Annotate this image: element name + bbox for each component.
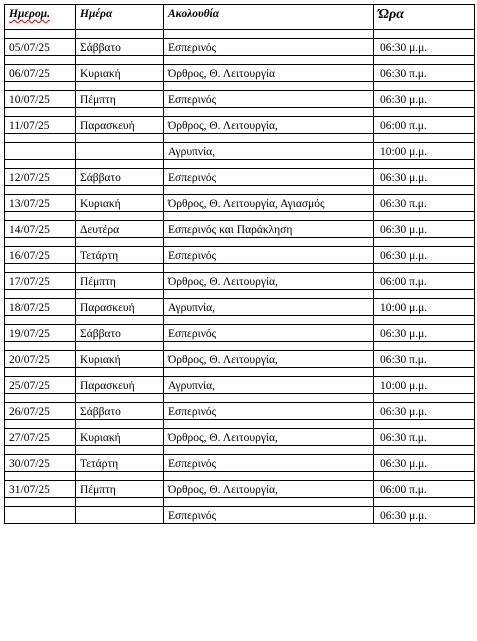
service-cell: Εσπερινός — [164, 507, 374, 524]
time-cell: 06:30 π.μ. — [374, 195, 475, 212]
spacer-cell — [5, 82, 76, 91]
date-cell: 31/07/25 — [5, 481, 76, 498]
spacer-cell — [374, 212, 475, 221]
schedule-table — [4, 4, 475, 524]
service-cell: Όρθρος, Θ. Λειτουργία, — [164, 273, 374, 290]
date-cell: 18/07/25 — [5, 299, 76, 316]
date-cell: 13/07/25 — [5, 195, 76, 212]
spacer-cell — [164, 316, 374, 325]
day-header: Ημέρα — [76, 5, 164, 30]
spacer-cell — [374, 134, 475, 143]
time-cell: 06:30 μ.μ. — [374, 507, 475, 524]
table-row — [5, 143, 475, 160]
spacer-cell — [164, 160, 374, 169]
spacer-row — [5, 30, 475, 39]
table-row — [5, 39, 475, 56]
service-cell: Αγρυπνία, — [164, 377, 374, 394]
time-cell: 06:30 μ.μ. — [374, 403, 475, 420]
spacer-cell — [5, 290, 76, 299]
spacer-cell — [76, 420, 164, 429]
day-cell: Δευτέρα — [76, 221, 164, 238]
table-row — [5, 273, 475, 290]
spacer-cell — [164, 342, 374, 351]
spacer-cell — [5, 56, 76, 65]
date-header-label: Ημερομ. — [9, 8, 51, 20]
spacer-cell — [76, 212, 164, 221]
spacer-cell — [76, 264, 164, 273]
spacer-cell — [5, 342, 76, 351]
spacer-cell — [164, 134, 374, 143]
date-cell: 10/07/25 — [5, 91, 76, 108]
spacer-row — [5, 238, 475, 247]
spacer-row — [5, 56, 475, 65]
spacer-cell — [374, 342, 475, 351]
spacer-row — [5, 264, 475, 273]
table-row — [5, 429, 475, 446]
spacer-row — [5, 108, 475, 117]
spacer-cell — [76, 108, 164, 117]
spacer-cell — [76, 134, 164, 143]
spacer-cell — [164, 290, 374, 299]
spacer-cell — [5, 238, 76, 247]
date-cell: 05/07/25 — [5, 39, 76, 56]
date-cell: 16/07/25 — [5, 247, 76, 264]
spacer-cell — [76, 82, 164, 91]
spacer-cell — [374, 394, 475, 403]
day-cell: Τετάρτη — [76, 455, 164, 472]
table-row — [5, 351, 475, 368]
time-header: Ώρα — [374, 5, 475, 30]
spacer-cell — [374, 160, 475, 169]
spacer-cell — [76, 290, 164, 299]
spacer-row — [5, 82, 475, 91]
spacer-cell — [76, 30, 164, 39]
date-cell: 19/07/25 — [5, 325, 76, 342]
date-cell: 12/07/25 — [5, 169, 76, 186]
table-row — [5, 299, 475, 316]
spacer-cell — [374, 56, 475, 65]
service-cell: Εσπερινός — [164, 91, 374, 108]
service-cell: Όρθρος, Θ. Λειτουργία, Αγιασμός — [164, 195, 374, 212]
spacer-cell — [5, 108, 76, 117]
service-cell: Αγρυπνία, — [164, 299, 374, 316]
spacer-cell — [374, 290, 475, 299]
time-cell: 06:30 μ.μ. — [374, 325, 475, 342]
time-cell: 06:00 π.μ. — [374, 273, 475, 290]
spacer-cell — [374, 316, 475, 325]
date-cell: 20/07/25 — [5, 351, 76, 368]
day-cell: Σάββατο — [76, 39, 164, 56]
table-row — [5, 403, 475, 420]
spacer-cell — [164, 498, 374, 507]
date-cell: 17/07/25 — [5, 273, 76, 290]
spacer-cell — [76, 498, 164, 507]
spacer-cell — [374, 108, 475, 117]
table-row — [5, 195, 475, 212]
service-cell: Εσπερινός — [164, 247, 374, 264]
spacer-cell — [76, 446, 164, 455]
service-cell: Εσπερινός — [164, 169, 374, 186]
table-row — [5, 455, 475, 472]
spacer-cell — [5, 420, 76, 429]
spacer-row — [5, 212, 475, 221]
day-cell: Πέμπτη — [76, 481, 164, 498]
spacer-cell — [374, 472, 475, 481]
day-cell: Παρασκευή — [76, 299, 164, 316]
time-cell: 06:00 π.μ. — [374, 481, 475, 498]
spacer-cell — [76, 160, 164, 169]
time-cell: 06:00 π.μ. — [374, 117, 475, 134]
spacer-cell — [76, 238, 164, 247]
day-cell: Κυριακή — [76, 351, 164, 368]
spacer-cell — [76, 472, 164, 481]
spacer-cell — [374, 498, 475, 507]
table-row — [5, 481, 475, 498]
spacer-cell — [5, 394, 76, 403]
spacer-cell — [5, 368, 76, 377]
day-cell — [76, 507, 164, 524]
time-cell: 06:30 π.μ. — [374, 65, 475, 82]
spacer-row — [5, 316, 475, 325]
service-cell: Εσπερινός — [164, 455, 374, 472]
spacer-cell — [5, 134, 76, 143]
spacer-row — [5, 342, 475, 351]
date-cell: 06/07/25 — [5, 65, 76, 82]
spacer-cell — [5, 472, 76, 481]
spacer-row — [5, 446, 475, 455]
spacer-cell — [5, 498, 76, 507]
date-cell: 25/07/25 — [5, 377, 76, 394]
day-cell: Τετάρτη — [76, 247, 164, 264]
header-row — [5, 5, 475, 30]
spacer-cell — [5, 264, 76, 273]
spacer-cell — [76, 316, 164, 325]
day-cell — [76, 143, 164, 160]
service-cell: Εσπερινός και Παράκληση — [164, 221, 374, 238]
table-row — [5, 507, 475, 524]
day-cell: Κυριακή — [76, 195, 164, 212]
spacer-cell — [76, 186, 164, 195]
table-row — [5, 325, 475, 342]
day-cell: Παρασκευή — [76, 377, 164, 394]
spacer-cell — [76, 342, 164, 351]
spacer-cell — [164, 212, 374, 221]
spacer-row — [5, 134, 475, 143]
spacer-cell — [374, 420, 475, 429]
spacer-row — [5, 498, 475, 507]
spacer-cell — [164, 108, 374, 117]
spacer-cell — [164, 186, 374, 195]
time-cell: 06:30 μ.μ. — [374, 39, 475, 56]
date-cell — [5, 143, 76, 160]
time-cell: 06:30 π.μ. — [374, 351, 475, 368]
spacer-row — [5, 368, 475, 377]
spacer-cell — [374, 238, 475, 247]
day-cell: Πέμπτη — [76, 91, 164, 108]
schedule-document — [4, 4, 474, 640]
date-cell: 30/07/25 — [5, 455, 76, 472]
date-cell: 11/07/25 — [5, 117, 76, 134]
spacer-cell — [164, 238, 374, 247]
table-row — [5, 169, 475, 186]
spacer-row — [5, 160, 475, 169]
day-cell: Παρασκευή — [76, 117, 164, 134]
spacer-row — [5, 420, 475, 429]
spacer-cell — [374, 446, 475, 455]
spacer-row — [5, 186, 475, 195]
spacer-cell — [374, 368, 475, 377]
time-cell: 10:00 μ.μ. — [374, 377, 475, 394]
table-row — [5, 377, 475, 394]
day-cell: Κυριακή — [76, 429, 164, 446]
spacer-cell — [5, 160, 76, 169]
table-row — [5, 91, 475, 108]
spacer-cell — [374, 30, 475, 39]
spacer-cell — [374, 186, 475, 195]
service-cell: Εσπερινός — [164, 403, 374, 420]
service-cell: Όρθρος, Θ. Λειτουργία, — [164, 481, 374, 498]
time-cell: 06:30 μ.μ. — [374, 221, 475, 238]
spacer-cell — [164, 264, 374, 273]
table-row — [5, 117, 475, 134]
date-cell: 26/07/25 — [5, 403, 76, 420]
spacer-cell — [164, 30, 374, 39]
table-row — [5, 65, 475, 82]
date-cell: 14/07/25 — [5, 221, 76, 238]
table-row — [5, 247, 475, 264]
time-cell: 06:30 π.μ. — [374, 429, 475, 446]
table-row — [5, 221, 475, 238]
day-cell: Σάββατο — [76, 403, 164, 420]
spacer-cell — [76, 394, 164, 403]
spacer-cell — [5, 30, 76, 39]
spacer-cell — [164, 472, 374, 481]
spacer-row — [5, 394, 475, 403]
spacer-cell — [374, 264, 475, 273]
spacer-cell — [76, 368, 164, 377]
spacer-cell — [164, 56, 374, 65]
service-header: Ακολουθία — [164, 5, 374, 30]
spacer-cell — [5, 316, 76, 325]
date-header — [5, 5, 76, 30]
spacer-cell — [5, 186, 76, 195]
schedule-body — [5, 5, 475, 524]
service-cell: Όρθρος, Θ. Λειτουργία, — [164, 117, 374, 134]
service-cell: Όρθρος, Θ. Λειτουργία, — [164, 429, 374, 446]
date-cell: 27/07/25 — [5, 429, 76, 446]
service-cell: Όρθρος, Θ. Λειτουργία — [164, 65, 374, 82]
spacer-cell — [164, 368, 374, 377]
spacer-cell — [164, 446, 374, 455]
spacer-row — [5, 290, 475, 299]
time-cell: 06:30 μ.μ. — [374, 247, 475, 264]
time-cell: 06:30 μ.μ. — [374, 455, 475, 472]
day-cell: Σάββατο — [76, 325, 164, 342]
service-cell: Όρθρος, Θ. Λειτουργία, — [164, 351, 374, 368]
spacer-cell — [164, 82, 374, 91]
time-cell: 10:00 μ.μ. — [374, 143, 475, 160]
spacer-cell — [374, 82, 475, 91]
date-cell — [5, 507, 76, 524]
spacer-cell — [164, 394, 374, 403]
spacer-cell — [5, 446, 76, 455]
time-cell: 06:30 μ.μ. — [374, 91, 475, 108]
service-cell: Εσπερινός — [164, 39, 374, 56]
time-cell: 06:30 μ.μ. — [374, 169, 475, 186]
day-cell: Πέμπτη — [76, 273, 164, 290]
spacer-cell — [164, 420, 374, 429]
day-cell: Σάββατο — [76, 169, 164, 186]
spacer-cell — [5, 212, 76, 221]
spacer-cell — [76, 56, 164, 65]
service-cell: Αγρυπνία, — [164, 143, 374, 160]
time-cell: 10:00 μ.μ. — [374, 299, 475, 316]
day-cell: Κυριακή — [76, 65, 164, 82]
spacer-row — [5, 472, 475, 481]
service-cell: Εσπερινός — [164, 325, 374, 342]
